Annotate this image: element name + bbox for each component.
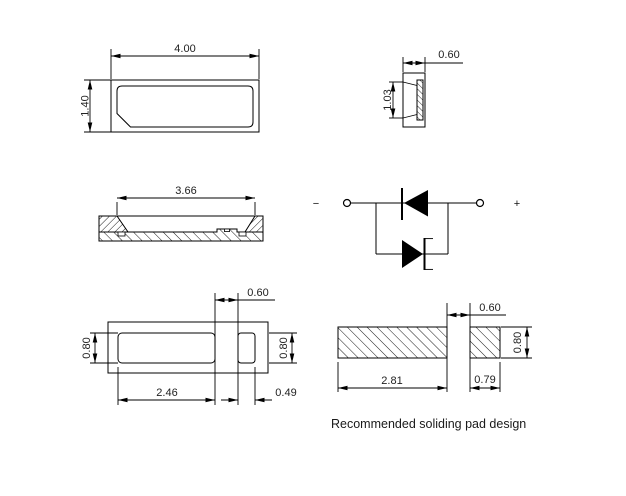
dim-pad-height: 0.80 [512, 331, 524, 354]
lens-section [417, 80, 423, 120]
reflector-slope-line [403, 82, 417, 86]
cathode-pad-outline [118, 333, 215, 363]
leadframe-step-notch [239, 232, 246, 236]
leadframe-step-notch [118, 232, 125, 236]
left-wall-section [99, 216, 128, 232]
cathode-solder-pad [338, 327, 447, 358]
plus-symbol: + [513, 198, 521, 210]
dim-pad-gap: 0.60 [479, 302, 501, 314]
dim-pad-right-width: 0.79 [474, 374, 496, 386]
dim-bottom-left-pad-height: 0.80 [81, 337, 93, 359]
bottom-outline [108, 322, 268, 373]
package-outline [111, 80, 259, 132]
dim-bottom-right-pad-width: 0.49 [275, 387, 297, 399]
dim-side-lens-height: 1.03 [382, 89, 394, 111]
pad-design-caption: Recommended soliding pad design [331, 417, 527, 431]
cross-section-view [99, 185, 263, 241]
leadframe-split-notch [225, 229, 230, 232]
anode-pad-outline [238, 333, 255, 363]
cathode-terminal-node [344, 200, 351, 207]
right-wall-section [245, 216, 263, 232]
side-view [382, 49, 463, 127]
dim-pad-left-width: 2.81 [381, 375, 403, 387]
top-view [80, 43, 260, 132]
reflector-slope-line [403, 115, 417, 119]
anode-terminal-node [477, 200, 484, 207]
led-diode-triangle [404, 190, 428, 217]
dim-top-height: 1.40 [79, 95, 92, 117]
bottom-view [81, 287, 297, 405]
anode-solder-pad [470, 327, 500, 358]
dim-bottom-right-pad-height: 0.80 [278, 337, 290, 359]
minus-symbol: − [312, 198, 320, 210]
protection-diode-triangle [402, 240, 423, 268]
polarity-schematic [313, 188, 520, 270]
emitting-window-outline [117, 86, 253, 127]
dim-side-width: 0.60 [438, 49, 460, 61]
dim-bottom-left-pad-width: 2.46 [156, 387, 178, 399]
dim-top-width: 4.00 [174, 43, 196, 55]
dim-section-inner-width: 3.66 [175, 185, 197, 197]
dim-bottom-pad-gap: 0.60 [247, 287, 269, 299]
pad-design-view [331, 302, 532, 431]
